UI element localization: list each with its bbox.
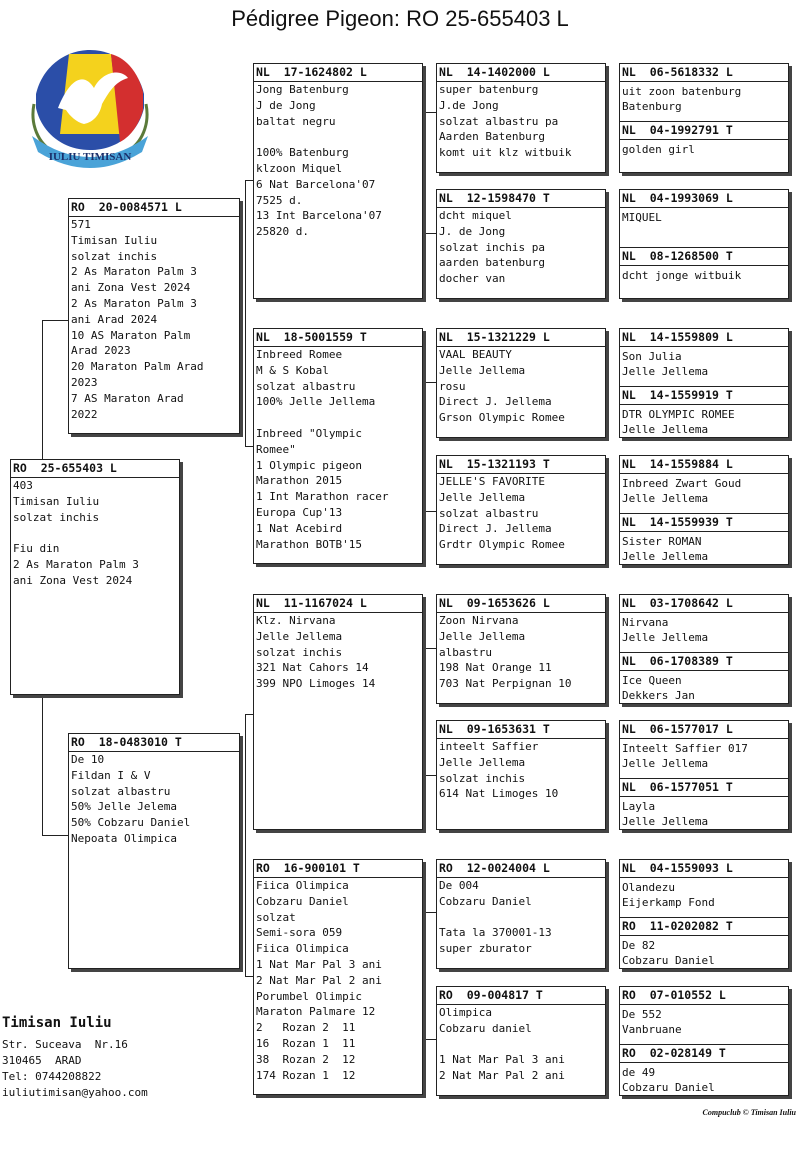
pigeon-info-line: DTR OLYMPIC ROMEE bbox=[622, 408, 735, 421]
ring-number: NL 06-1577017 L bbox=[620, 721, 788, 739]
pigeon-info-line: Jelle Jellema bbox=[439, 755, 526, 769]
pigeon-info-line: Jelle Jellema bbox=[256, 629, 343, 643]
pigeon-info-line bbox=[254, 129, 422, 145]
pigeon-info-line: 703 Nat Perpignan 10 bbox=[439, 677, 572, 691]
pigeon-info-line: solzat albastru bbox=[439, 506, 539, 520]
pigeon-info-line: ani Zona Vest 2024 bbox=[71, 281, 191, 295]
pigeon-info-line: Inbreed Zwart Goud bbox=[622, 477, 742, 490]
pigeon-info-line: Jelle Jellema bbox=[622, 491, 709, 505]
pigeon-info-line: Fildan I & V bbox=[71, 768, 151, 782]
pigeon-info-line: 403 bbox=[13, 479, 33, 492]
ring-number: NL 14-1559939 T bbox=[620, 513, 788, 532]
ring-number: NL 04-1992791 T bbox=[620, 121, 788, 140]
pigeon-info-line: Ice Queen bbox=[622, 674, 682, 687]
owner-phone: Tel: 0744208822 bbox=[2, 1070, 102, 1083]
pigeon-info-line: 13 Int Barcelona'07 bbox=[256, 209, 382, 223]
pigeon-info-line: J de Jong bbox=[256, 98, 316, 112]
great-grandparent-card bbox=[436, 986, 606, 1096]
pigeon-info-line: klzoon Miquel bbox=[256, 161, 343, 175]
pigeon-info-line: de 49 bbox=[622, 1066, 656, 1079]
ring-number: NL 15-1321229 L bbox=[437, 329, 605, 347]
pigeon-info-line: solzat albastru bbox=[256, 379, 356, 393]
pigeon-info-line: Fiica Olimpica bbox=[256, 879, 349, 892]
grandparent-card bbox=[253, 594, 423, 830]
pigeon-info-line: JELLE'S FAVORITE bbox=[439, 475, 545, 488]
pigeon-info-line: 1 Nat Acebird bbox=[256, 521, 343, 535]
pigeon-info-line: Grdtr Olympic Romee bbox=[439, 538, 565, 552]
pigeon-info-line: VAAL BEAUTY bbox=[439, 348, 512, 361]
ring-number: RO 12-0024004 L bbox=[437, 860, 605, 878]
ring-number: RO 20-0084571 L bbox=[69, 199, 239, 217]
pigeon-info-line: Cobzaru Daniel bbox=[256, 894, 349, 908]
pigeon-info-line: Porumbel Olimpic bbox=[256, 989, 362, 1003]
ring-number: NL 12-1598470 T bbox=[437, 190, 605, 208]
owner-city-line: 310465 ARAD bbox=[2, 1054, 82, 1067]
pigeon-info-line: 50% Jelle Jelema bbox=[71, 800, 177, 814]
pigeon-info-line: 1 Olympic pigeon bbox=[256, 458, 362, 472]
pigeon-info-line: Direct J. Jellema bbox=[439, 395, 552, 409]
pigeon-info-line: Inbreed "Olympic bbox=[256, 426, 362, 440]
pigeon-info-line: golden girl bbox=[622, 143, 695, 156]
pigeon-info-line: solzat inchis bbox=[256, 645, 343, 659]
pigeon-info-line: 399 NPO Limoges 14 bbox=[256, 677, 376, 691]
great-grandparent-card bbox=[436, 63, 606, 173]
ring-number: RO 16-900101 T bbox=[254, 860, 422, 878]
grandparent-card bbox=[253, 328, 423, 564]
ring-number: NL 08-1268500 T bbox=[620, 247, 788, 266]
dam-card bbox=[68, 733, 240, 969]
ring-number: NL 14-1559809 L bbox=[620, 329, 788, 347]
pigeon-info-line: 2023 bbox=[71, 375, 98, 389]
great-great-grandparent-pair bbox=[619, 594, 789, 704]
pigeon-info-line: solzat bbox=[256, 910, 296, 924]
ring-number: NL 14-1559919 T bbox=[620, 386, 788, 405]
great-grandparent-card bbox=[436, 189, 606, 299]
pigeon-info-line: Direct J. Jellema bbox=[439, 522, 552, 536]
great-great-grandparent-pair bbox=[619, 189, 789, 299]
pigeon-info-line bbox=[254, 410, 422, 426]
pigeon-info-line: 614 Nat Limoges 10 bbox=[439, 787, 559, 801]
ring-number: NL 09-1653626 L bbox=[437, 595, 605, 613]
pigeon-info-line: 2 Nat Mar Pal 2 ani bbox=[439, 1069, 565, 1083]
great-great-grandparent-pair bbox=[619, 859, 789, 969]
ring-number: NL 04-1993069 L bbox=[620, 190, 788, 208]
pigeon-info-line: Romee" bbox=[256, 442, 296, 456]
great-great-grandparent-pair bbox=[619, 986, 789, 1096]
pigeon-info-line: De 82 bbox=[622, 939, 656, 952]
pigeon-info-line: Marathon 2015 bbox=[256, 474, 343, 488]
pigeon-info-line: 174 Rozan 1 12 bbox=[256, 1068, 356, 1082]
svg-text:IULIU TIMISAN: IULIU TIMISAN bbox=[48, 151, 132, 163]
pigeon-info-line: Jelle Jellema bbox=[439, 363, 526, 377]
pigeon-info-line: Cobzaru Daniel bbox=[439, 894, 532, 908]
pigeon-info-line: Dekkers Jan bbox=[622, 688, 695, 702]
great-great-grandparent-pair bbox=[619, 63, 789, 173]
pigeon-info-line: solzat inchis bbox=[439, 771, 526, 785]
pigeon-info-line: De 004 bbox=[439, 879, 479, 892]
great-grandparent-card bbox=[436, 455, 606, 565]
pigeon-info-line: Maraton Palmare 12 bbox=[256, 1005, 376, 1019]
ring-number: NL 06-1708389 T bbox=[620, 652, 788, 671]
ring-number: RO 11-0202082 T bbox=[620, 917, 788, 936]
pigeon-info-line: Jelle Jellema bbox=[622, 756, 709, 770]
pigeon-info-line: Tata la 370001-13 bbox=[439, 926, 552, 940]
great-great-grandparent-pair bbox=[619, 720, 789, 830]
pigeon-info-line: Sister ROMAN bbox=[622, 535, 702, 548]
pigeon-info-line: 321 Nat Cahors 14 bbox=[256, 661, 369, 675]
pigeon-info-line: Nepoata Olimpica bbox=[71, 831, 177, 845]
pigeon-info-line: Layla bbox=[622, 800, 656, 813]
pigeon-info-line: 2 As Maraton Palm 3 bbox=[13, 557, 139, 571]
pigeon-info-line: 6 Nat Barcelona'07 bbox=[256, 177, 376, 191]
pigeon-info-line: super zburator bbox=[439, 942, 532, 956]
ring-number: NL 06-1577051 T bbox=[620, 778, 788, 797]
pigeon-info-line: ani Arad 2024 bbox=[71, 312, 158, 326]
pigeon-info-line: 571 bbox=[71, 218, 91, 231]
pigeon-info-line: Olimpica bbox=[439, 1006, 492, 1019]
pigeon-info-line: Cobzaru Daniel bbox=[622, 953, 715, 967]
pigeon-info-line: 2022 bbox=[71, 407, 98, 421]
pigeon-info-line: 2 As Maraton Palm 3 bbox=[71, 265, 197, 279]
pigeon-info-line: Jelle Jellema bbox=[622, 364, 709, 378]
grandparent-card bbox=[253, 859, 423, 1095]
pigeon-info-line: Batenburg bbox=[622, 99, 682, 113]
pigeon-info-line: De 552 bbox=[622, 1008, 662, 1021]
pigeon-info-line: 50% Cobzaru Daniel bbox=[71, 816, 191, 830]
pigeon-info-line: M & S Kobal bbox=[256, 363, 329, 377]
pigeon-info-line: Jelle Jellema bbox=[439, 490, 526, 504]
logo bbox=[24, 48, 156, 168]
pigeon-info-line: 1 Nat Mar Pal 3 ani bbox=[439, 1053, 565, 1067]
subject-pigeon-card bbox=[10, 459, 180, 695]
pigeon-info-line: ani Zona Vest 2024 bbox=[13, 573, 133, 587]
pigeon-info-line: 10 AS Maraton Palm bbox=[71, 328, 191, 342]
pigeon-info-line: 38 Rozan 2 12 bbox=[256, 1052, 356, 1066]
pigeon-info-line: 7 AS Maraton Arad bbox=[71, 391, 184, 405]
ring-number: RO 09-004817 T bbox=[437, 987, 605, 1005]
pigeon-info-line: 25820 d. bbox=[256, 225, 309, 239]
owner-info bbox=[2, 1015, 148, 1101]
pigeon-info-line: inteelt Saffier bbox=[439, 740, 539, 753]
pigeon-info-line bbox=[11, 525, 179, 541]
pigeon-info-line: komt uit klz witbuik bbox=[439, 146, 572, 160]
pigeon-info-line: Olandezu bbox=[622, 881, 675, 894]
great-grandparent-card bbox=[436, 720, 606, 830]
pigeon-info-line: Aarden Batenburg bbox=[439, 130, 545, 144]
ring-number: RO 25-655403 L bbox=[11, 460, 179, 478]
pigeon-info-line: J. de Jong bbox=[439, 224, 506, 238]
pigeon-info-line: 1 Nat Mar Pal 3 ani bbox=[256, 957, 382, 971]
pigeon-info-line: Inbreed Romee bbox=[256, 348, 343, 361]
ring-number: RO 18-0483010 T bbox=[69, 734, 239, 752]
pigeon-info-line: Jelle Jellema bbox=[622, 814, 709, 828]
owner-email: iuliutimisan@yahoo.com bbox=[2, 1086, 148, 1099]
pigeon-info-line: solzat albastru pa bbox=[439, 114, 559, 128]
pigeon-info-line: J.de Jong bbox=[439, 98, 499, 112]
credit-text: Compuclub © Timisan Iuliu bbox=[702, 1108, 796, 1117]
pigeon-info-line: Jong Batenburg bbox=[256, 83, 349, 96]
pigeon-info-line: Nirvana bbox=[622, 616, 669, 629]
great-grandparent-card bbox=[436, 859, 606, 969]
pigeon-info-line: Marathon BOTB'15 bbox=[256, 537, 362, 551]
great-great-grandparent-pair bbox=[619, 455, 789, 565]
pigeon-info-line: Timisan Iuliu bbox=[13, 494, 100, 508]
owner-name: Timisan Iuliu bbox=[2, 1015, 112, 1031]
pigeon-info-line: Jelle Jellema bbox=[622, 630, 709, 644]
pigeon-info-line: albastru bbox=[439, 645, 492, 659]
pigeon-info-line: 100% Jelle Jellema bbox=[256, 395, 376, 409]
pigeon-info-line: Jelle Jellema bbox=[439, 629, 526, 643]
pigeon-info-line: 1 Int Marathon racer bbox=[256, 490, 389, 504]
pigeon-info-line: Timisan Iuliu bbox=[71, 233, 158, 247]
pigeon-info-line: Jelle Jellema bbox=[622, 422, 709, 436]
pigeon-info-line: super batenburg bbox=[439, 83, 539, 96]
pigeon-info-line: solzat inchis bbox=[13, 510, 100, 524]
pigeon-info-line: Inteelt Saffier 017 bbox=[622, 742, 748, 755]
pigeon-info-line: Zoon Nirvana bbox=[439, 614, 519, 627]
pigeon-info-line: Vanbruane bbox=[622, 1022, 682, 1036]
pigeon-info-line: Grson Olympic Romee bbox=[439, 411, 565, 425]
ring-number: NL 14-1402000 L bbox=[437, 64, 605, 82]
great-grandparent-card bbox=[436, 328, 606, 438]
pigeon-info-line: Son Julia bbox=[622, 350, 682, 363]
owner-address-line: Str. Suceava Nr.16 bbox=[2, 1038, 128, 1051]
pigeon-info-line: 16 Rozan 1 11 bbox=[256, 1036, 356, 1050]
ring-number: RO 02-028149 T bbox=[620, 1044, 788, 1063]
pigeon-info-line: 2 Rozan 2 11 bbox=[256, 1021, 356, 1035]
pigeon-info-line: Jelle Jellema bbox=[622, 549, 709, 563]
ring-number: NL 17-1624802 L bbox=[254, 64, 422, 82]
pigeon-info-line: Europa Cup'13 bbox=[256, 505, 343, 519]
ring-number: NL 06-5618332 L bbox=[620, 64, 788, 82]
pigeon-info-line: aarden batenburg bbox=[439, 256, 545, 270]
pigeon-info-line: Arad 2023 bbox=[71, 344, 131, 358]
pigeon-info-line: baltat negru bbox=[256, 114, 336, 128]
pigeon-info-line: 2 As Maraton Palm 3 bbox=[71, 296, 197, 310]
pigeon-info-line: Cobzaru daniel bbox=[439, 1021, 532, 1035]
ring-number: NL 11-1167024 L bbox=[254, 595, 422, 613]
pigeon-info-line: 20 Maraton Palm Arad bbox=[71, 360, 204, 374]
pigeon-info-line: solzat inchis pa bbox=[439, 240, 545, 254]
ring-number: NL 03-1708642 L bbox=[620, 595, 788, 613]
pigeon-info-line bbox=[437, 1037, 605, 1053]
pigeon-info-line: Fiu din bbox=[13, 542, 60, 556]
pigeon-info-line: solzat inchis bbox=[71, 249, 158, 263]
pigeon-info-line: Cobzaru Daniel bbox=[622, 1080, 715, 1094]
pigeon-info-line: 2 Nat Mar Pal 2 ani bbox=[256, 973, 382, 987]
ring-number: NL 15-1321193 T bbox=[437, 456, 605, 474]
pigeon-info-line: 100% Batenburg bbox=[256, 146, 349, 160]
pigeon-info-line: solzat albastru bbox=[71, 784, 171, 798]
page-title: Pédigree Pigeon: RO 25-655403 L bbox=[231, 6, 569, 31]
pigeon-info-line: dcht jonge witbuik bbox=[622, 269, 742, 282]
ring-number: NL 04-1559093 L bbox=[620, 860, 788, 878]
pigeon-info-line: 198 Nat Orange 11 bbox=[439, 661, 552, 675]
pigeon-info-line: De 10 bbox=[71, 753, 105, 766]
pigeon-info-line: 7525 d. bbox=[256, 193, 303, 207]
pigeon-info-line: docher van bbox=[439, 272, 506, 286]
pigeon-info-line: Fiica Olimpica bbox=[256, 942, 349, 956]
pigeon-info-line: dcht miquel bbox=[439, 209, 512, 222]
great-grandparent-card bbox=[436, 594, 606, 704]
pigeon-info-line: MIQUEL bbox=[622, 211, 662, 224]
pigeon-info-line: rosu bbox=[439, 379, 466, 393]
ring-number: RO 07-010552 L bbox=[620, 987, 788, 1005]
ring-number: NL 18-5001559 T bbox=[254, 329, 422, 347]
sire-card bbox=[68, 198, 240, 434]
ring-number: NL 09-1653631 T bbox=[437, 721, 605, 739]
pigeon-info-line bbox=[437, 910, 605, 926]
grandparent-card bbox=[253, 63, 423, 299]
pigeon-info-line: uit zoon batenburg bbox=[622, 85, 742, 98]
pigeon-info-line: Eijerkamp Fond bbox=[622, 895, 715, 909]
great-great-grandparent-pair bbox=[619, 328, 789, 438]
ring-number: NL 14-1559884 L bbox=[620, 456, 788, 474]
pigeon-info-line: Klz. Nirvana bbox=[256, 614, 336, 627]
pigeon-info-line: Semi-sora 059 bbox=[256, 926, 343, 940]
